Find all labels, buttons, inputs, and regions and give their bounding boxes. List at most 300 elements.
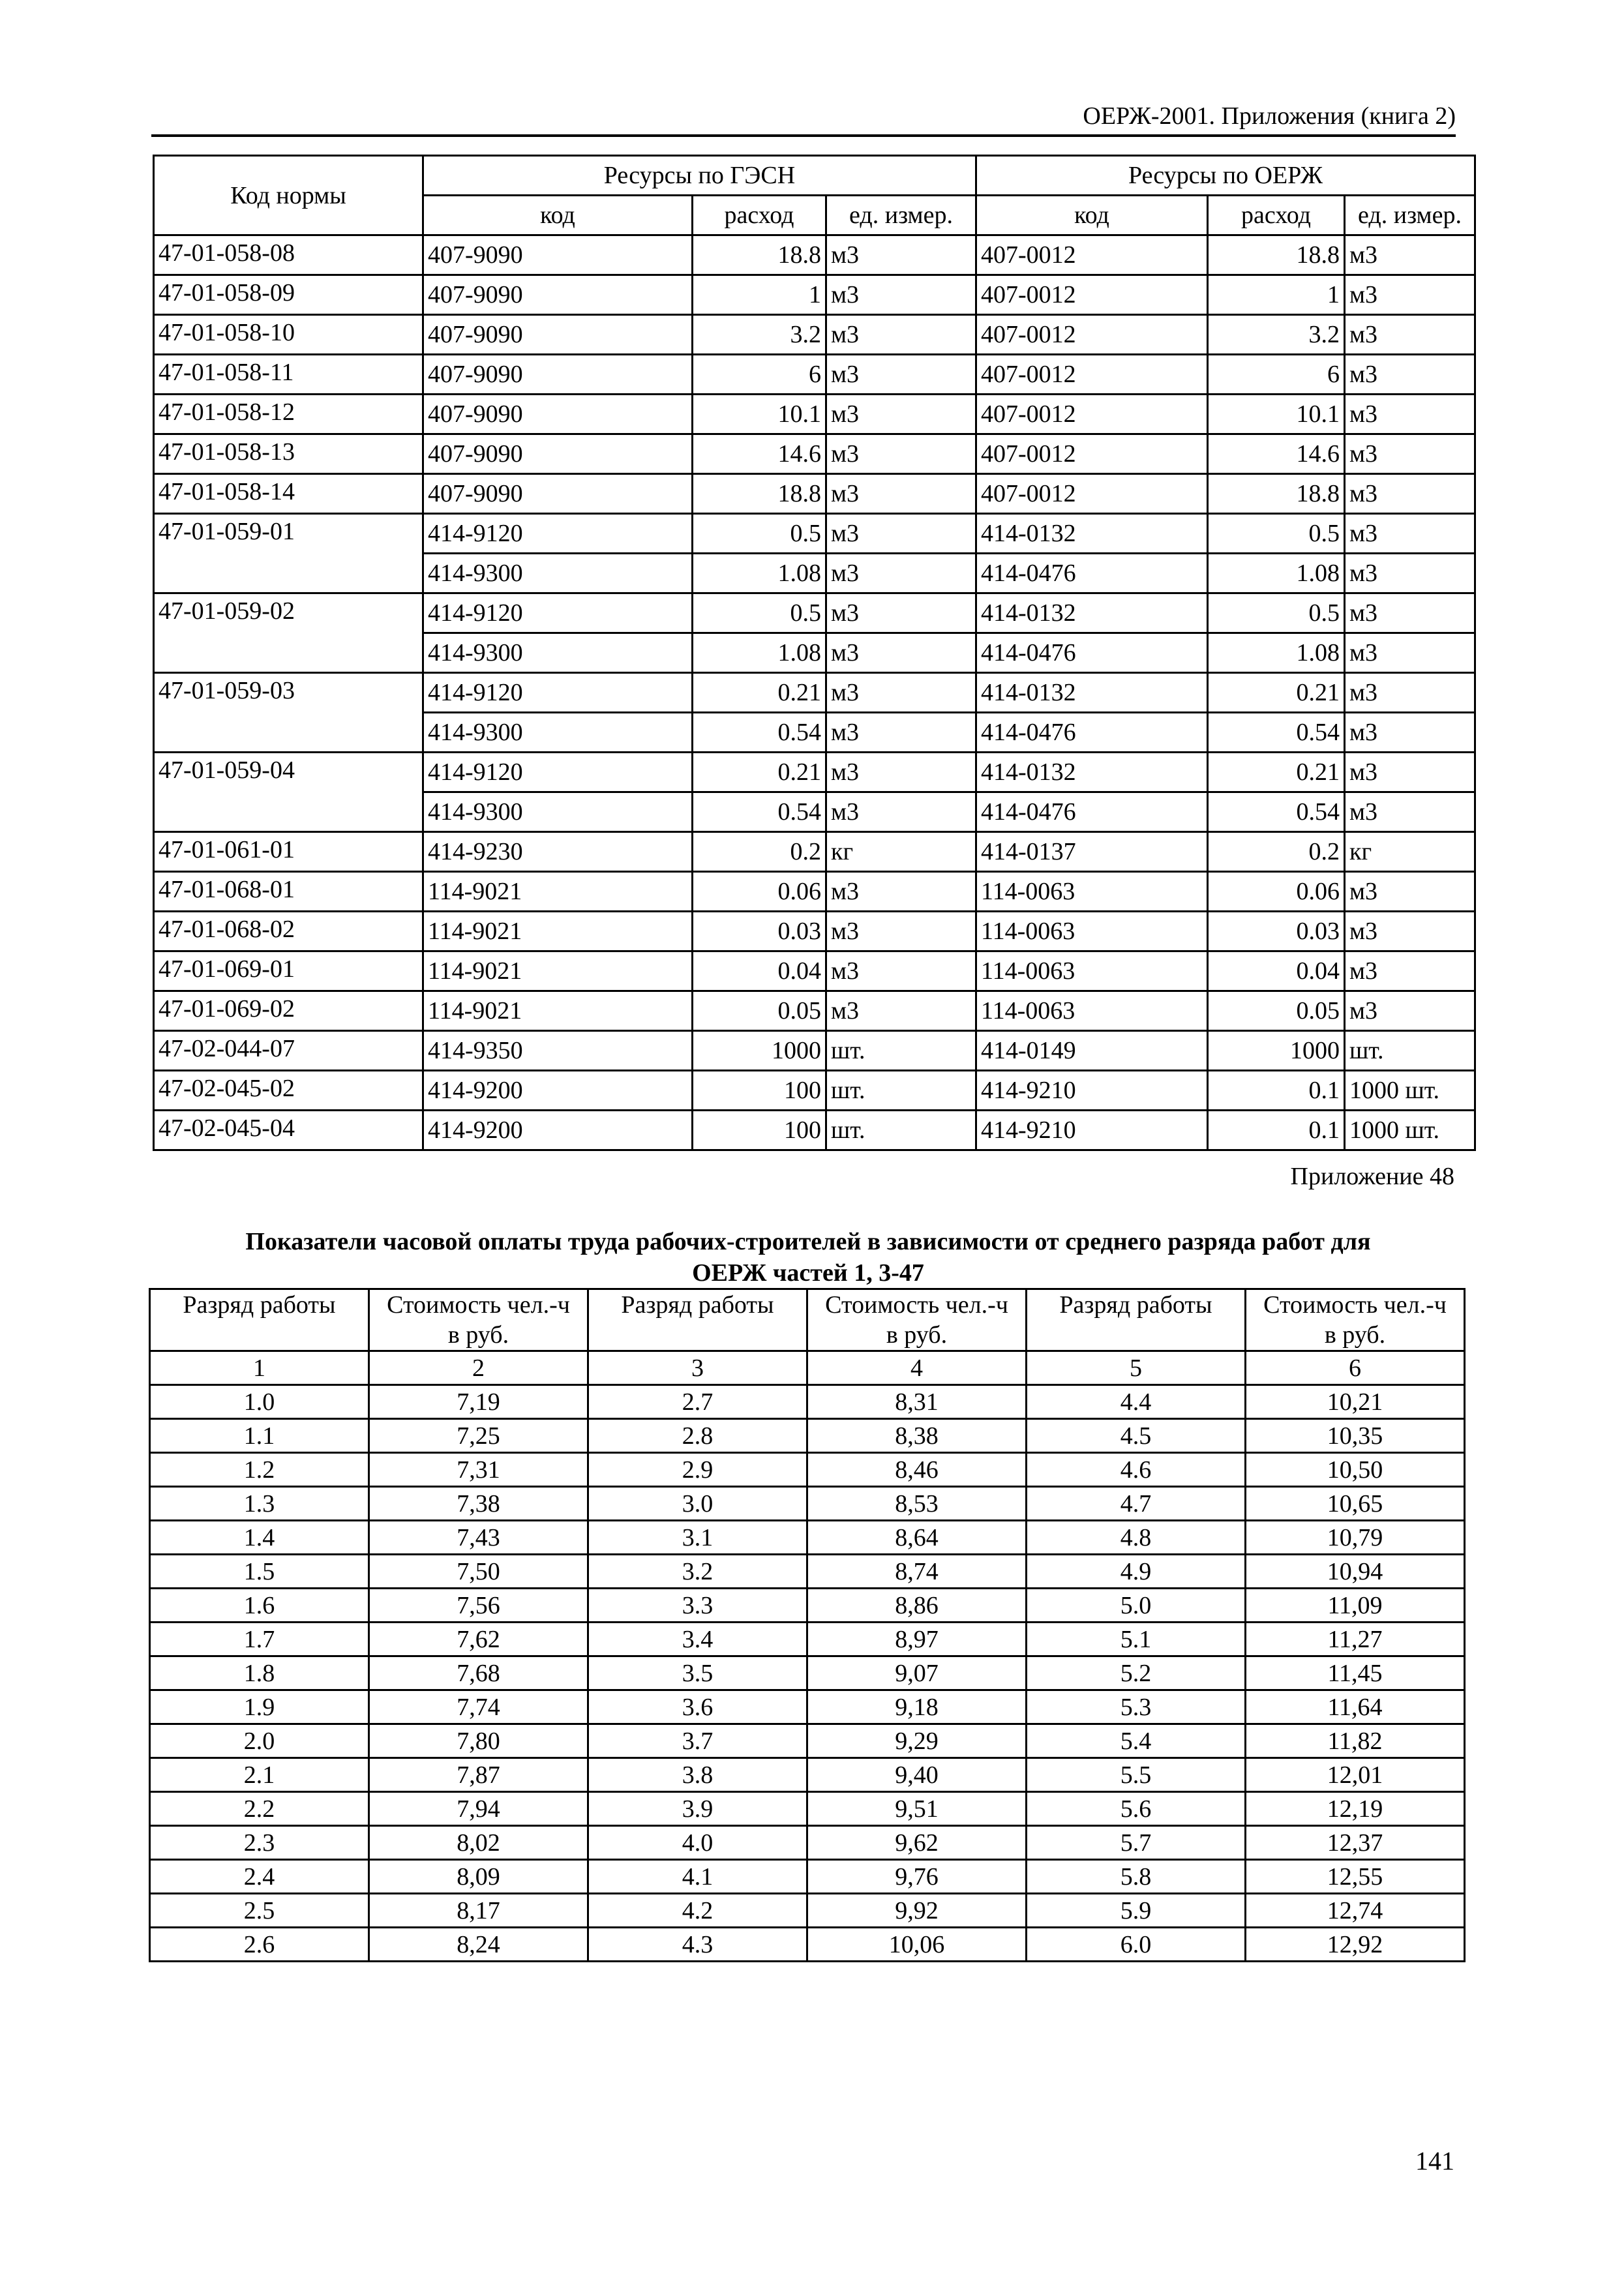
table-row <box>154 355 1475 395</box>
table-cell: 8,09 <box>369 1860 588 1894</box>
column-number: 2 <box>369 1351 588 1385</box>
table-row <box>150 1487 1465 1521</box>
table-row <box>150 1623 1465 1656</box>
table-cell: 10.1 <box>1208 395 1345 434</box>
table-cell: 18.8 <box>693 474 826 514</box>
table-cell: 414-0476 <box>976 792 1208 832</box>
table-cell: м3 <box>826 315 976 355</box>
table-cell: 12,19 <box>1246 1792 1465 1826</box>
table-cell: 14.6 <box>693 434 826 474</box>
table-cell: 5.7 <box>1027 1826 1246 1860</box>
table-cell: 7,74 <box>369 1690 588 1724</box>
table-cell: 3.8 <box>588 1758 807 1792</box>
column-number: 4 <box>807 1351 1027 1385</box>
norm-code-cell: 47-01-068-01 <box>154 872 423 912</box>
table-cell: 407-0012 <box>976 434 1208 474</box>
table-cell: м3 <box>1345 554 1475 593</box>
column-header <box>150 1289 369 1351</box>
table-cell: 0.21 <box>693 753 826 792</box>
table-row <box>154 912 1475 951</box>
table-cell: 0.03 <box>1208 912 1345 951</box>
col-norm-code-header: Код нормы <box>154 156 423 235</box>
table-cell: 6 <box>693 355 826 395</box>
header-row <box>150 1289 1465 1351</box>
table-cell: 9,18 <box>807 1690 1027 1724</box>
table-cell: м3 <box>1345 593 1475 633</box>
table-cell: 0.5 <box>693 593 826 633</box>
table-cell: 7,87 <box>369 1758 588 1792</box>
table-cell: 407-0012 <box>976 235 1208 275</box>
table-row <box>150 1724 1465 1758</box>
table-cell: 3.3 <box>588 1589 807 1623</box>
table-cell: 5.3 <box>1027 1690 1246 1724</box>
table-cell: 0.54 <box>1208 713 1345 753</box>
table-cell: 6.0 <box>1027 1928 1246 1962</box>
table-cell: 9,51 <box>807 1792 1027 1826</box>
table-cell: 1.2 <box>150 1453 369 1487</box>
table-cell: 0.5 <box>693 514 826 554</box>
table-cell: 3.4 <box>588 1623 807 1656</box>
table-cell: 1.8 <box>150 1656 369 1690</box>
table-cell: 414-9300 <box>423 554 693 593</box>
table-cell: 10,50 <box>1246 1453 1465 1487</box>
table-cell: 5.8 <box>1027 1860 1246 1894</box>
column-header-line <box>153 1320 365 1350</box>
table-cell: 5.4 <box>1027 1724 1246 1758</box>
table-cell: м3 <box>1345 395 1475 434</box>
table-cell: 407-9090 <box>423 434 693 474</box>
table-cell: 114-0063 <box>976 872 1208 912</box>
table-cell: м3 <box>826 554 976 593</box>
table-cell: 1.4 <box>150 1521 369 1555</box>
table-cell: 414-9300 <box>423 792 693 832</box>
table-cell: м3 <box>1345 951 1475 991</box>
table-cell: 414-0132 <box>976 593 1208 633</box>
table-cell: 3.2 <box>588 1555 807 1589</box>
table-cell: 1.08 <box>1208 554 1345 593</box>
table-cell: 3.1 <box>588 1521 807 1555</box>
table-cell: м3 <box>826 792 976 832</box>
table-row <box>150 1453 1465 1487</box>
table-cell: 8,38 <box>807 1419 1027 1453</box>
table-cell: 7,38 <box>369 1487 588 1521</box>
table-cell: 12,37 <box>1246 1826 1465 1860</box>
table-cell: 8,24 <box>369 1928 588 1962</box>
sub-header: ед. измер. <box>1345 196 1475 235</box>
table-cell: 1000 <box>693 1031 826 1071</box>
table-cell: 1000 <box>1208 1031 1345 1071</box>
table-cell: 5.9 <box>1027 1894 1246 1928</box>
table-cell: 4.0 <box>588 1826 807 1860</box>
table-cell: 414-0476 <box>976 554 1208 593</box>
table-cell: 1.08 <box>693 554 826 593</box>
table-row <box>150 1792 1465 1826</box>
table-cell: 5.0 <box>1027 1589 1246 1623</box>
table-cell: 9,76 <box>807 1860 1027 1894</box>
table-cell: 2.4 <box>150 1860 369 1894</box>
column-header-line <box>1030 1320 1242 1350</box>
page-number: 141 <box>1415 2146 1454 2176</box>
appendix-label: Приложение 48 <box>1290 1163 1454 1190</box>
sub-header: ед. измер. <box>826 196 976 235</box>
table-cell: 6 <box>1208 355 1345 395</box>
table-cell: 100 <box>693 1111 826 1150</box>
column-header-line: Разряд работы <box>621 1291 774 1319</box>
norm-code-cell: 47-01-058-10 <box>154 315 423 355</box>
group-oerzh-header: Ресурсы по ОЕРЖ <box>976 156 1475 196</box>
table-cell: 8,31 <box>807 1385 1027 1419</box>
table-cell: 407-9090 <box>423 315 693 355</box>
table-cell: 0.1 <box>1208 1071 1345 1111</box>
table-cell: 7,56 <box>369 1589 588 1623</box>
table-cell: 5.5 <box>1027 1758 1246 1792</box>
table-cell: 414-9200 <box>423 1071 693 1111</box>
table-cell: 414-9120 <box>423 593 693 633</box>
table-cell: 0.04 <box>693 951 826 991</box>
table-cell: 0.21 <box>1208 753 1345 792</box>
norm-code-cell: 47-01-059-04 <box>154 753 423 832</box>
table-row <box>150 1758 1465 1792</box>
table-cell: 414-9210 <box>976 1111 1208 1150</box>
table-cell: 9,62 <box>807 1826 1027 1860</box>
wage-rates-table-body <box>150 1385 1465 1962</box>
table-cell: 407-9090 <box>423 275 693 315</box>
table-cell: м3 <box>1345 872 1475 912</box>
table-cell: 18.8 <box>1208 235 1345 275</box>
table-cell: 0.2 <box>1208 832 1345 872</box>
table-cell: 0.05 <box>1208 991 1345 1031</box>
table-row <box>154 1111 1475 1150</box>
table-cell: 414-0137 <box>976 832 1208 872</box>
table-cell: м3 <box>1345 792 1475 832</box>
table-row <box>150 1589 1465 1623</box>
table-cell: м3 <box>1345 355 1475 395</box>
table-cell: 8,86 <box>807 1589 1027 1623</box>
column-header <box>807 1289 1027 1351</box>
table-cell: м3 <box>1345 434 1475 474</box>
table-cell: 407-9090 <box>423 235 693 275</box>
table-cell: 2.1 <box>150 1758 369 1792</box>
table-cell: м3 <box>1345 514 1475 554</box>
table-cell: м3 <box>1345 235 1475 275</box>
table-cell: 10,94 <box>1246 1555 1465 1589</box>
table-cell: 0.1 <box>1208 1111 1345 1150</box>
table-cell: 0.54 <box>693 713 826 753</box>
column-number: 6 <box>1246 1351 1465 1385</box>
table-cell: 9,40 <box>807 1758 1027 1792</box>
table-cell: шт. <box>826 1031 976 1071</box>
table-cell: 414-0476 <box>976 633 1208 673</box>
table-cell: 3.0 <box>588 1487 807 1521</box>
table-cell: 114-9021 <box>423 912 693 951</box>
table-row <box>154 832 1475 872</box>
table-cell: 1 <box>693 275 826 315</box>
table-cell: м3 <box>826 673 976 713</box>
table-cell: 4.8 <box>1027 1521 1246 1555</box>
table-cell: 414-9210 <box>976 1071 1208 1111</box>
table-cell: 414-9120 <box>423 753 693 792</box>
table-row <box>150 1690 1465 1724</box>
table-cell: 2.0 <box>150 1724 369 1758</box>
table-cell: 414-9120 <box>423 673 693 713</box>
column-header <box>1027 1289 1246 1351</box>
table-cell: кг <box>1345 832 1475 872</box>
norm-code-cell: 47-01-058-11 <box>154 355 423 395</box>
table-cell: 11,09 <box>1246 1589 1465 1623</box>
norm-code-cell: 47-02-044-07 <box>154 1031 423 1071</box>
table-cell: 1.0 <box>150 1385 369 1419</box>
norm-code-cell: 47-02-045-02 <box>154 1071 423 1111</box>
table-row <box>150 1521 1465 1555</box>
table-cell: м3 <box>826 633 976 673</box>
table-cell: 0.2 <box>693 832 826 872</box>
table-cell: 1.5 <box>150 1555 369 1589</box>
table-cell: м3 <box>826 514 976 554</box>
table-cell: 3.6 <box>588 1690 807 1724</box>
table-cell: 114-9021 <box>423 991 693 1031</box>
column-header-line: в руб. <box>447 1321 509 1349</box>
table-cell: 7,80 <box>369 1724 588 1758</box>
table-cell: 7,50 <box>369 1555 588 1589</box>
table-cell: 2.6 <box>150 1928 369 1962</box>
table-cell: 10,35 <box>1246 1419 1465 1453</box>
page-header: ОЕРЖ-2001. Приложения (книга 2) <box>151 98 1456 137</box>
table-cell: 1.7 <box>150 1623 369 1656</box>
column-number: 1 <box>150 1351 369 1385</box>
table-cell: 8,17 <box>369 1894 588 1928</box>
table-cell: 407-9090 <box>423 395 693 434</box>
table-cell: 4.2 <box>588 1894 807 1928</box>
table-cell: 4.6 <box>1027 1453 1246 1487</box>
table-cell: 407-9090 <box>423 355 693 395</box>
table-cell: 11,27 <box>1246 1623 1465 1656</box>
norm-code-cell: 47-01-058-12 <box>154 395 423 434</box>
norm-code-cell: 47-01-061-01 <box>154 832 423 872</box>
table-row <box>154 1031 1475 1071</box>
table-cell: 1.08 <box>693 633 826 673</box>
table-cell: 10,65 <box>1246 1487 1465 1521</box>
wage-rates-table-head <box>150 1289 1465 1385</box>
norm-code-cell: 47-01-069-02 <box>154 991 423 1031</box>
table-cell: м3 <box>1345 633 1475 673</box>
norm-code-cell: 47-01-058-14 <box>154 474 423 514</box>
table-cell: 5.1 <box>1027 1623 1246 1656</box>
table-cell: 14.6 <box>1208 434 1345 474</box>
norm-code-cell: 47-01-058-08 <box>154 235 423 275</box>
table-row <box>154 275 1475 315</box>
table-cell: 114-9021 <box>423 951 693 991</box>
table-cell: 7,68 <box>369 1656 588 1690</box>
table-cell: 114-9021 <box>423 872 693 912</box>
table-cell: 1000 шт. <box>1345 1111 1475 1150</box>
table-row <box>154 315 1475 355</box>
resources-table-body <box>154 235 1475 1150</box>
table-cell: м3 <box>826 991 976 1031</box>
table-cell: 0.03 <box>693 912 826 951</box>
table-cell: 8,46 <box>807 1453 1027 1487</box>
table-cell: 3.9 <box>588 1792 807 1826</box>
table-cell: 414-0149 <box>976 1031 1208 1071</box>
column-header-line <box>592 1320 804 1350</box>
table-cell: 0.06 <box>693 872 826 912</box>
table-cell: 12,01 <box>1246 1758 1465 1792</box>
table-cell: 414-9350 <box>423 1031 693 1071</box>
table-cell: м3 <box>826 593 976 633</box>
table-row <box>150 1419 1465 1453</box>
table-cell: м3 <box>826 951 976 991</box>
table-cell: 414-0132 <box>976 514 1208 554</box>
table-cell: 10,79 <box>1246 1521 1465 1555</box>
table-cell: 9,29 <box>807 1724 1027 1758</box>
table-cell: 4.7 <box>1027 1487 1246 1521</box>
table-cell: 11,64 <box>1246 1690 1465 1724</box>
table-cell: 0.21 <box>1208 673 1345 713</box>
table-cell: м3 <box>826 912 976 951</box>
table-cell: 7,25 <box>369 1419 588 1453</box>
table-row <box>150 1928 1465 1962</box>
norm-code-cell: 47-01-068-02 <box>154 912 423 951</box>
table-cell: 407-0012 <box>976 315 1208 355</box>
table-cell: 18.8 <box>693 235 826 275</box>
table-cell: 4.3 <box>588 1928 807 1962</box>
table-cell: 0.54 <box>1208 792 1345 832</box>
column-header-line: в руб. <box>886 1321 948 1349</box>
sub-header: код <box>423 196 693 235</box>
table-cell: 414-9300 <box>423 633 693 673</box>
table-cell: 414-0476 <box>976 713 1208 753</box>
table-row <box>154 991 1475 1031</box>
table-cell: 10,21 <box>1246 1385 1465 1419</box>
wage-rates-table <box>149 1288 1466 1962</box>
resources-table <box>153 155 1476 1151</box>
table-cell: м3 <box>1345 753 1475 792</box>
column-header-line: Разряд работы <box>183 1291 336 1319</box>
norm-code-cell: 47-01-059-03 <box>154 673 423 753</box>
table-cell: м3 <box>826 275 976 315</box>
sub-header: код <box>976 196 1208 235</box>
table-cell: 12,74 <box>1246 1894 1465 1928</box>
table-cell: м3 <box>826 713 976 753</box>
table-cell: 3.7 <box>588 1724 807 1758</box>
table-cell: м3 <box>826 474 976 514</box>
table-cell: 4.4 <box>1027 1385 1246 1419</box>
table-cell: 1.6 <box>150 1589 369 1623</box>
table-cell: 414-0132 <box>976 673 1208 713</box>
table-cell: 2.8 <box>588 1419 807 1453</box>
table-row <box>150 1656 1465 1690</box>
table-row <box>154 593 1475 633</box>
table-cell: 7,31 <box>369 1453 588 1487</box>
table-cell: м3 <box>826 434 976 474</box>
table-cell: м3 <box>1345 912 1475 951</box>
table-cell: 1.08 <box>1208 633 1345 673</box>
table-cell: 4.1 <box>588 1860 807 1894</box>
table-cell: 9,92 <box>807 1894 1027 1928</box>
table-cell: 2.7 <box>588 1385 807 1419</box>
table-cell: 18.8 <box>1208 474 1345 514</box>
table-cell: 1.3 <box>150 1487 369 1521</box>
table-cell: 114-0063 <box>976 991 1208 1031</box>
table-cell: 407-0012 <box>976 395 1208 434</box>
table-cell: 8,97 <box>807 1623 1027 1656</box>
table-cell: 407-0012 <box>976 275 1208 315</box>
table-cell: 3.5 <box>588 1656 807 1690</box>
table-row <box>154 1071 1475 1111</box>
column-header-line: Разряд работы <box>1059 1291 1212 1319</box>
norm-code-cell: 47-01-069-01 <box>154 951 423 991</box>
table-cell: 407-0012 <box>976 474 1208 514</box>
column-header <box>588 1289 807 1351</box>
table-cell: 3.2 <box>1208 315 1345 355</box>
norm-code-cell: 47-01-058-09 <box>154 275 423 315</box>
table-cell: 0.5 <box>1208 593 1345 633</box>
table-cell: 114-0063 <box>976 951 1208 991</box>
table-cell: 1.1 <box>150 1419 369 1453</box>
table-cell: 414-9300 <box>423 713 693 753</box>
table-cell: 1 <box>1208 275 1345 315</box>
table-cell: шт. <box>826 1071 976 1111</box>
table-cell: 0.21 <box>693 673 826 713</box>
table-cell: м3 <box>1345 991 1475 1031</box>
table-row <box>154 434 1475 474</box>
table-row <box>154 753 1475 792</box>
table-row <box>154 235 1475 275</box>
table-cell: м3 <box>1345 474 1475 514</box>
table-cell: 9,07 <box>807 1656 1027 1690</box>
table-cell: 10,06 <box>807 1928 1027 1962</box>
table-cell: 0.5 <box>1208 514 1345 554</box>
table-cell: 5.2 <box>1027 1656 1246 1690</box>
table-cell: 3.2 <box>693 315 826 355</box>
table-cell: 414-9200 <box>423 1111 693 1150</box>
norm-code-cell: 47-02-045-04 <box>154 1111 423 1150</box>
table-row <box>150 1826 1465 1860</box>
table-cell: м3 <box>826 395 976 434</box>
table-row <box>150 1385 1465 1419</box>
table-cell: 414-0132 <box>976 753 1208 792</box>
table-cell: м3 <box>1345 713 1475 753</box>
table-cell: 8,53 <box>807 1487 1027 1521</box>
sub-header: расход <box>693 196 826 235</box>
table-row <box>154 514 1475 554</box>
column-number-row <box>150 1351 1465 1385</box>
table-cell: 100 <box>693 1071 826 1111</box>
table-cell: 114-0063 <box>976 912 1208 951</box>
column-number: 3 <box>588 1351 807 1385</box>
norm-code-cell: 47-01-059-02 <box>154 593 423 673</box>
table-cell: 8,02 <box>369 1826 588 1860</box>
table-cell: 11,82 <box>1246 1724 1465 1758</box>
table-cell: 2.2 <box>150 1792 369 1826</box>
table-cell: 7,19 <box>369 1385 588 1419</box>
table-row <box>150 1555 1465 1589</box>
column-header-line: Стоимость чел.-ч <box>825 1291 1008 1319</box>
table-row <box>154 872 1475 912</box>
column-header-line: в руб. <box>1324 1321 1386 1349</box>
table-cell: 414-9120 <box>423 514 693 554</box>
table-row <box>150 1860 1465 1894</box>
table-cell: 414-9230 <box>423 832 693 872</box>
table-cell: 1000 шт. <box>1345 1071 1475 1111</box>
norm-code-cell: 47-01-058-13 <box>154 434 423 474</box>
table-cell: 0.06 <box>1208 872 1345 912</box>
table-cell: 8,64 <box>807 1521 1027 1555</box>
table-cell: м3 <box>1345 275 1475 315</box>
table-cell: 4.9 <box>1027 1555 1246 1589</box>
table-cell: 0.54 <box>693 792 826 832</box>
column-header-line: Стоимость чел.-ч <box>387 1291 570 1319</box>
table-cell: кг <box>826 832 976 872</box>
